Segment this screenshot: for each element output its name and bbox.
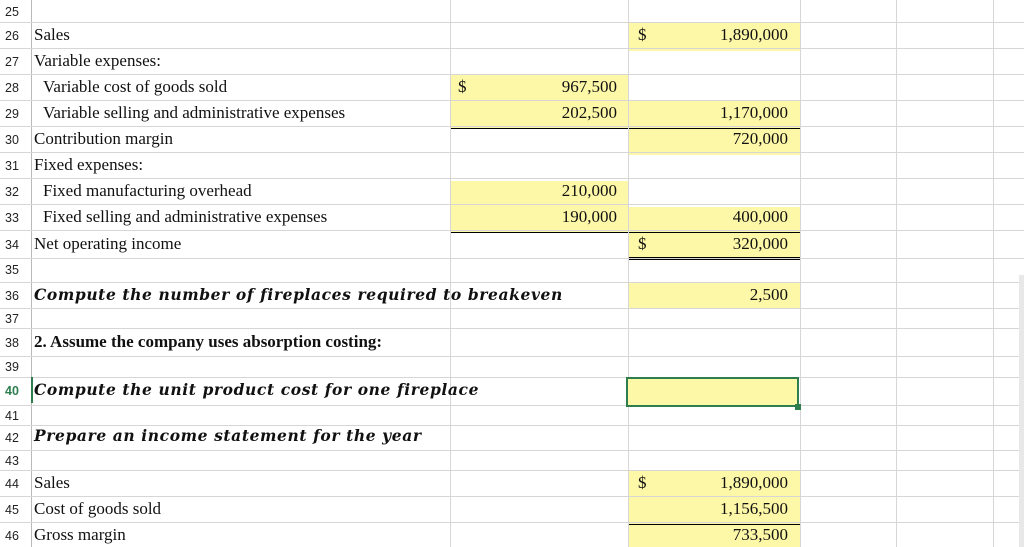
row-line: [0, 356, 1024, 357]
cell-value[interactable]: 2,500: [749, 285, 788, 304]
row-number[interactable]: 46: [5, 529, 19, 543]
cell-label[interactable]: Contribution margin: [34, 129, 173, 148]
cell-underline: [629, 128, 800, 129]
row-line: [0, 496, 1024, 497]
cell-label[interactable]: Net operating income: [34, 234, 182, 253]
row-line: [0, 204, 1024, 205]
row-line: [0, 152, 1024, 153]
row-number[interactable]: 38: [5, 336, 19, 350]
cell-value[interactable]: 190,000: [561, 207, 617, 226]
row-line: [0, 282, 1024, 283]
cell-value[interactable]: 1,170,000: [720, 103, 788, 122]
cell-label[interactable]: Variable selling and administrative expenses: [43, 103, 346, 122]
row-line: [0, 22, 1024, 23]
cell-label[interactable]: Sales: [34, 473, 70, 492]
row-number[interactable]: 31: [5, 159, 19, 173]
cell-label[interactable]: Fixed selling and administrative expenses: [43, 207, 328, 226]
cell-value[interactable]: 210,000: [561, 181, 617, 200]
row-number[interactable]: 37: [5, 312, 19, 326]
cell-label[interactable]: Prepare an income statement for the year: [34, 426, 422, 445]
row-line: [0, 74, 1024, 75]
cell-label[interactable]: Sales: [34, 25, 70, 44]
cell-double-underline: [629, 257, 800, 260]
row-line: [0, 328, 1024, 329]
col-line: [450, 0, 451, 547]
fill-handle[interactable]: [795, 404, 801, 410]
row-number[interactable]: 28: [5, 81, 19, 95]
cell-value[interactable]: 967,500: [561, 77, 617, 96]
currency-symbol: $: [458, 77, 467, 96]
row-number[interactable]: 27: [5, 55, 19, 69]
col-line: [800, 0, 801, 547]
row-line: [0, 308, 1024, 309]
row-number[interactable]: 34: [5, 238, 19, 252]
cell-value[interactable]: 202,500: [561, 103, 617, 122]
selected-cell-e40[interactable]: [626, 377, 799, 407]
row-line: [0, 126, 1024, 127]
row-line: [0, 450, 1024, 451]
row-number[interactable]: 42: [5, 431, 19, 445]
row-number[interactable]: 29: [5, 107, 19, 121]
row-line: [0, 258, 1024, 259]
cell-value[interactable]: 1,156,500: [720, 499, 788, 518]
col-line: [896, 0, 897, 547]
row-number-active[interactable]: 40: [5, 384, 19, 398]
row-number[interactable]: 32: [5, 185, 19, 199]
row-line: [0, 178, 1024, 179]
cell-underline: [629, 524, 800, 525]
cell-value[interactable]: 1,890,000: [720, 473, 788, 492]
row-number[interactable]: 35: [5, 263, 19, 277]
row-line: [0, 377, 1024, 378]
row-line: [0, 48, 1024, 49]
cell-label[interactable]: Compute the unit product cost for one fireplace: [34, 380, 480, 399]
cell-label[interactable]: Cost of goods sold: [34, 499, 162, 518]
cell-label[interactable]: Fixed manufacturing overhead: [43, 181, 252, 200]
row-number[interactable]: 30: [5, 133, 19, 147]
row-header-border: [31, 0, 32, 547]
row-number[interactable]: 25: [5, 5, 19, 19]
row-line: [0, 100, 1024, 101]
row-number[interactable]: 45: [5, 503, 19, 517]
row-line: [0, 522, 1024, 523]
cell-label[interactable]: 2. Assume the company uses absorption costing:: [34, 332, 383, 351]
col-line: [628, 0, 629, 547]
row-number[interactable]: 39: [5, 360, 19, 374]
currency-symbol: $: [638, 473, 647, 492]
row-number[interactable]: 36: [5, 289, 19, 303]
currency-symbol: $: [638, 25, 647, 44]
vertical-scrollbar[interactable]: [1019, 275, 1024, 547]
col-line: [993, 0, 994, 547]
row-number[interactable]: 26: [5, 29, 19, 43]
row-line: [0, 470, 1024, 471]
row-line: [0, 405, 1024, 406]
row-line: [0, 230, 1024, 231]
active-row-indicator: [31, 377, 33, 403]
cell-underline: [629, 232, 800, 233]
cell-label[interactable]: Fixed expenses:: [34, 155, 144, 174]
cell-value[interactable]: 320,000: [732, 234, 788, 253]
cell-label[interactable]: Variable cost of goods sold: [43, 77, 228, 96]
cell-value[interactable]: 1,890,000: [720, 25, 788, 44]
cell-label[interactable]: Compute the number of fireplaces required to breakeven: [34, 285, 563, 304]
row-number[interactable]: 33: [5, 211, 19, 225]
cell-label[interactable]: Variable expenses:: [34, 51, 161, 70]
row-number[interactable]: 43: [5, 454, 19, 468]
cell-label[interactable]: Gross margin: [34, 525, 126, 544]
row-number[interactable]: 41: [5, 409, 19, 423]
cell-value[interactable]: 733,500: [732, 525, 788, 544]
cell-value[interactable]: 400,000: [732, 207, 788, 226]
cell-value[interactable]: 720,000: [732, 129, 788, 148]
cell-underline: [451, 232, 628, 233]
row-number[interactable]: 44: [5, 477, 19, 491]
cell-underline: [451, 128, 628, 129]
currency-symbol: $: [638, 234, 647, 253]
